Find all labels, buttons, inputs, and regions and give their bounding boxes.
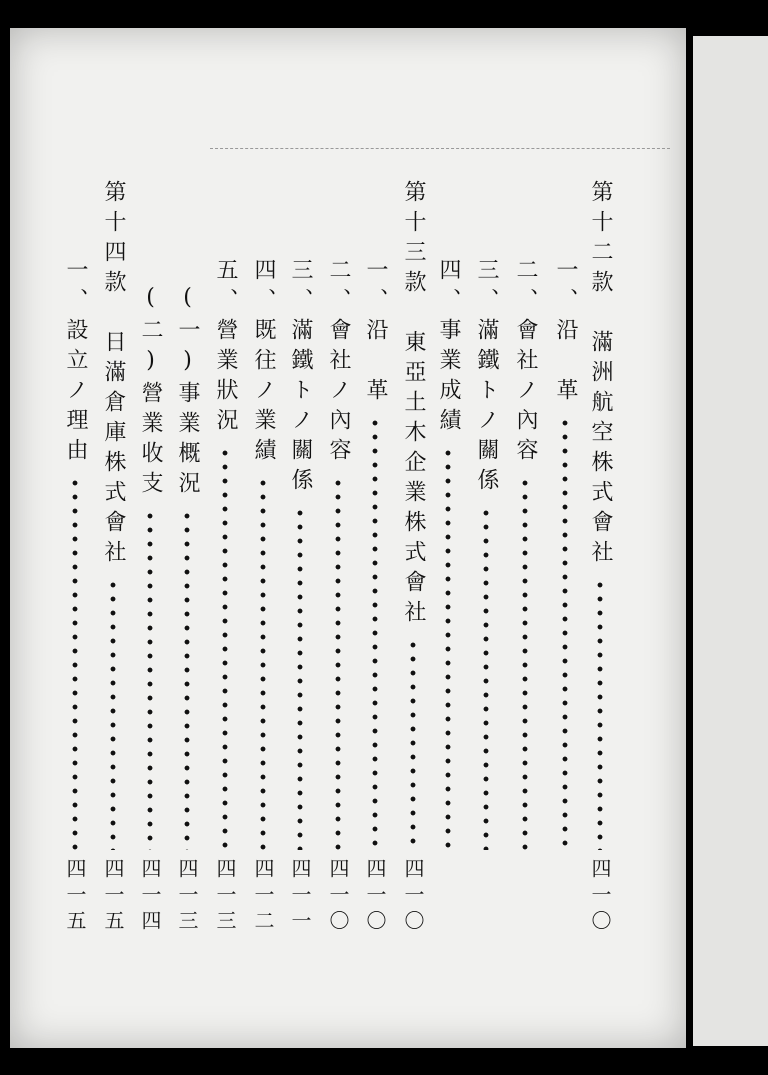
toc-entry-title: 五、營業狀況 xyxy=(213,258,238,438)
toc-page-number: 四一三 xyxy=(213,858,237,936)
toc-entry-title: 二、會社ノ內容 xyxy=(513,258,538,468)
toc-entry xyxy=(580,180,620,936)
toc-page-number: 四一〇 xyxy=(363,858,387,936)
toc-entry xyxy=(205,258,245,936)
toc-page-number: 四一〇 xyxy=(588,858,612,936)
leader-dots xyxy=(482,506,490,850)
toc-entry-title: 三、滿鐵トノ關係 xyxy=(474,258,499,498)
toc-entry-title: 一、設立ノ理由 xyxy=(63,258,88,468)
toc-entry xyxy=(243,258,283,936)
toc-page-number: 四一一 xyxy=(288,858,312,936)
leader-dots xyxy=(596,578,604,850)
leader-dots xyxy=(521,476,529,850)
toc-entry xyxy=(505,258,545,858)
toc-page-number: 四一〇 xyxy=(326,858,350,936)
leader-dots xyxy=(221,446,229,850)
toc-entry-title: 一、沿 革 xyxy=(553,258,578,408)
toc-entry xyxy=(55,258,95,936)
toc-entry-title: 第十三款 東亞土木企業株式會社 xyxy=(401,180,426,630)
toc-entry xyxy=(466,258,506,858)
facing-page-edge xyxy=(686,36,768,1046)
toc-page-number: 四一五 xyxy=(63,858,87,936)
toc-entry-title: 二、會社ノ內容 xyxy=(326,258,351,468)
toc-entry xyxy=(428,258,468,858)
leader-dots xyxy=(146,509,154,850)
leader-dots xyxy=(444,446,452,850)
toc-entry xyxy=(318,258,358,936)
leader-dots xyxy=(409,638,417,850)
leader-dots xyxy=(296,506,304,850)
toc-entry xyxy=(393,180,433,936)
toc-page-number: 四一五 xyxy=(101,858,125,936)
toc-page-number: 四一二 xyxy=(251,858,275,936)
leader-dots xyxy=(71,476,79,850)
toc-entry-title: 四、事業成績 xyxy=(436,258,461,438)
leader-dots xyxy=(183,509,191,850)
toc-entry-title: 三、滿鐵トノ關係 xyxy=(288,258,313,498)
toc-entry-title: 第十四款 日滿倉庫株式會社 xyxy=(101,180,126,570)
toc-entry xyxy=(167,285,207,936)
toc-page-number: 四一〇 xyxy=(401,858,425,936)
toc-entry xyxy=(130,285,170,936)
toc-entry-title: 第十二款 滿洲航空株式會社 xyxy=(588,180,613,570)
toc-page-number: 四一三 xyxy=(175,858,199,936)
toc-entry xyxy=(280,258,320,936)
toc-entry-title: (二)營業收支 xyxy=(138,285,163,501)
toc-entry-title: 一、沿 革 xyxy=(363,258,388,408)
book-page xyxy=(10,28,686,1048)
toc-entry-title: 四、既往ノ業績 xyxy=(251,258,276,468)
leader-dots xyxy=(371,416,379,850)
toc-entry-title: (一)事業概況 xyxy=(175,285,200,501)
faint-rule xyxy=(210,148,670,149)
leader-dots xyxy=(259,476,267,850)
toc-page-number: 四一四 xyxy=(138,858,162,936)
toc-entry xyxy=(93,180,133,936)
leader-dots xyxy=(561,416,569,850)
toc-entry xyxy=(355,258,395,936)
toc-entry xyxy=(545,258,585,858)
leader-dots xyxy=(109,578,117,850)
leader-dots xyxy=(334,476,342,850)
